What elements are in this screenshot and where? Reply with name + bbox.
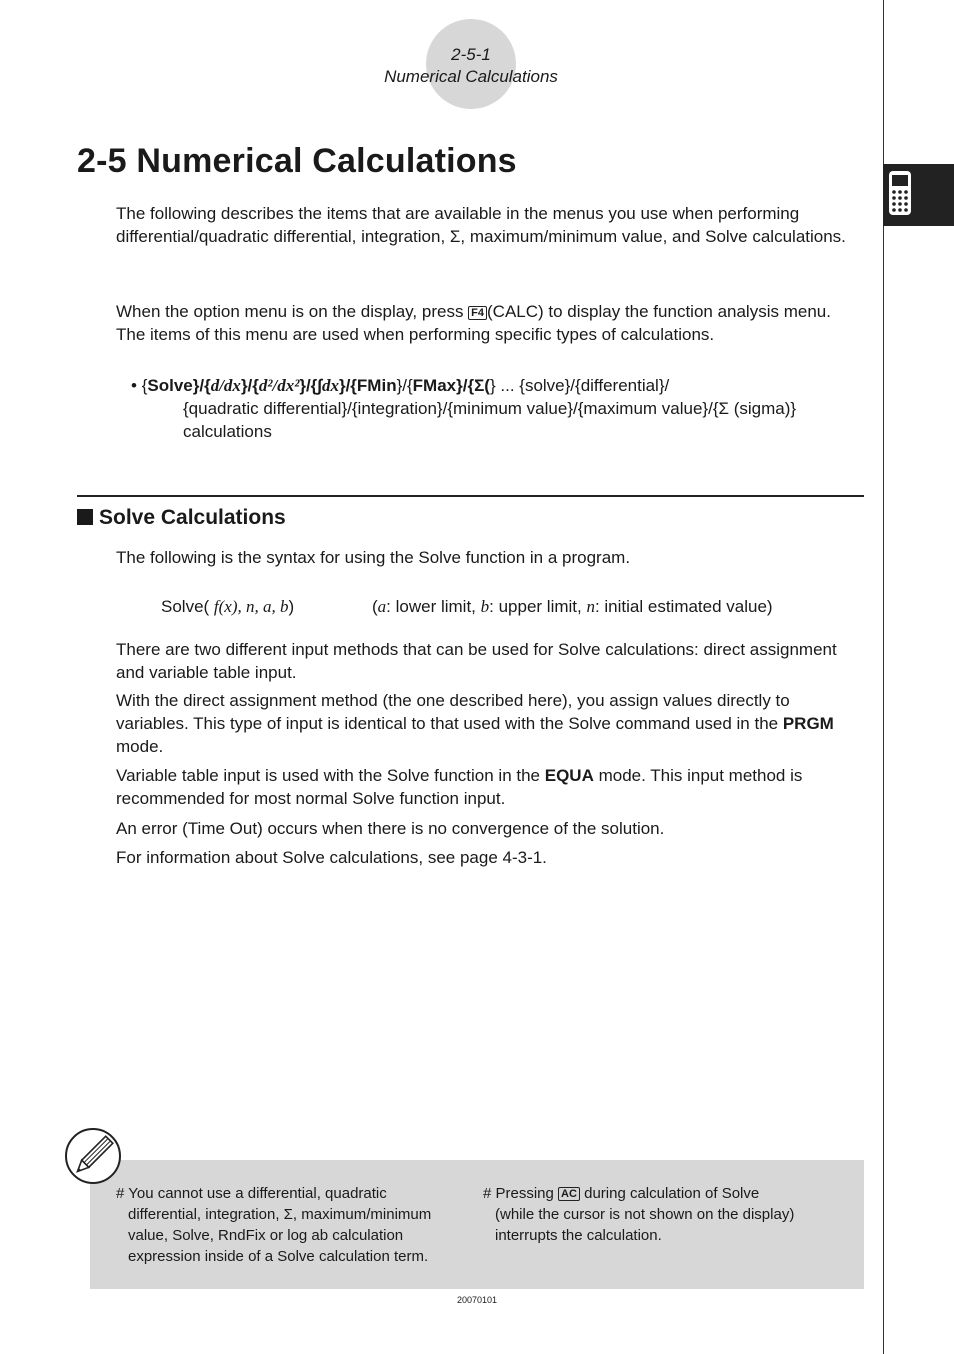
note-right <box>483 1183 853 1246</box>
section-paragraph-2 <box>116 689 856 758</box>
note-left-line-1: # You cannot use a differential, quadratic <box>116 1185 387 1202</box>
equa-mode: EQUA <box>544 766 594 785</box>
section-intro: The following is the syntax for using the Solve function in a program. <box>116 548 631 567</box>
menu-fmax: FMax <box>412 376 457 395</box>
section-heading-text: Solve Calculations <box>99 506 286 529</box>
section-heading <box>77 506 286 530</box>
p3-rest: mode. This input method is recommended for most normal Solve function input. <box>116 766 803 808</box>
menu-solve: Solve <box>147 376 193 395</box>
p2-text: With the direct assignment method (the one described here), you assign values directly to variables. This type of input is identical to that used with the Solve command used in the <box>116 691 790 733</box>
syntax-note <box>372 597 773 617</box>
section-paragraph-4: An error (Time Out) occurs when there is no convergence of the solution. <box>116 819 665 838</box>
bullet-t2: }/{ <box>192 376 211 395</box>
square-bullet-icon <box>77 509 93 525</box>
section-paragraph-1: There are two different input methods that can be used for Solve calculations: direct assignment and variable table input. <box>116 640 837 682</box>
note-left <box>116 1183 466 1267</box>
bullet-t8: } ... {solve}/{differential}/ <box>489 376 670 395</box>
menu-sigma: ( <box>484 376 490 395</box>
page-title: 2-5 Numerical Calculations <box>77 142 517 180</box>
var-b-desc: : upper limit, <box>489 597 587 616</box>
header-subtitle: Numerical Calculations <box>384 67 558 86</box>
syntax-prefix: Solve( <box>161 597 214 616</box>
bullet-line-1 <box>131 374 851 397</box>
calculator-icon <box>888 170 912 216</box>
note-right-rest: during calculation of Solve <box>579 1185 760 1202</box>
intro-p2-text: When the option menu is on the display, press <box>116 302 469 321</box>
ac-key-icon: AC <box>558 1187 580 1201</box>
bullet-t1: { <box>141 376 148 395</box>
bullet-t3: }/{ <box>240 376 259 395</box>
var-n: n <box>586 597 595 616</box>
p3-text: Variable table input is used with the Solve function in the <box>116 766 545 785</box>
note-open: ( <box>372 597 378 616</box>
note-right-line-2: (while the cursor is not shown on the display) <box>495 1206 795 1223</box>
syntax-suffix: ) <box>288 597 295 616</box>
section-paragraph-5: For information about Solve calculations, see page 4-3-1. <box>116 848 547 867</box>
section-divider <box>77 495 864 497</box>
prgm-mode: PRGM <box>782 714 834 733</box>
bullet-line-3: calculations <box>183 422 272 441</box>
bullet-t7: }/{Σ <box>456 376 485 395</box>
bullet-marker: • <box>131 376 137 395</box>
page-header <box>370 44 572 88</box>
note-right-line-1 <box>483 1183 853 1204</box>
note-left-line-3: value, Solve, RndFix or log ab calculation <box>128 1227 404 1244</box>
p2-rest: mode. <box>116 737 164 756</box>
page-number: 2-5-1 <box>451 45 491 64</box>
note-left-line-4: expression inside of a Solve calculation term. <box>128 1248 429 1265</box>
intro-paragraph-2 <box>116 300 856 346</box>
note-right-text: # Pressing <box>483 1185 559 1202</box>
intro-paragraph-1: The following describes the items that are available in the menus you use when performing differential/quadratic differential, integration, Σ, maximum/minimum value, and Solve calculations. <box>116 204 846 246</box>
var-b: b <box>480 597 490 616</box>
note-left-line-2: differential, integration, Σ, maximum/minimum <box>128 1206 432 1223</box>
chapter-tab <box>883 164 954 226</box>
syntax-args: f(x), n, a, b <box>213 597 289 616</box>
footer-code: 20070101 <box>456 1295 498 1305</box>
bullet-t6: }/{ <box>396 376 413 395</box>
intro-p2-rest: (CALC) to display the function analysis menu. The items of this menu are used when performing specific types of calculations. <box>116 302 831 344</box>
bullet-line-2: {quadratic differential}/{integration}/{minimum value}/{maximum value}/{Σ (sigma)} <box>183 399 797 418</box>
note-right-line-3: interrupts the calculation. <box>495 1227 662 1244</box>
pencil-icon <box>64 1127 122 1185</box>
var-a: a <box>377 597 387 616</box>
menu-quadratic-differential: d²/dx² <box>258 376 300 395</box>
f4-key-icon: F4 <box>468 306 487 320</box>
solve-syntax <box>161 597 294 617</box>
section-paragraph-3 <box>116 764 856 810</box>
var-a-desc: : lower limit, <box>386 597 481 616</box>
var-n-desc: : initial estimated value) <box>594 597 773 616</box>
menu-differential: d/dx <box>210 376 241 395</box>
menu-fmin: FMin <box>356 376 397 395</box>
menu-integration: dx <box>321 376 339 395</box>
bullet-t5: }/{ <box>338 376 357 395</box>
bullet-t4: }/{∫ <box>299 376 322 395</box>
menu-items-bullet <box>131 374 851 443</box>
